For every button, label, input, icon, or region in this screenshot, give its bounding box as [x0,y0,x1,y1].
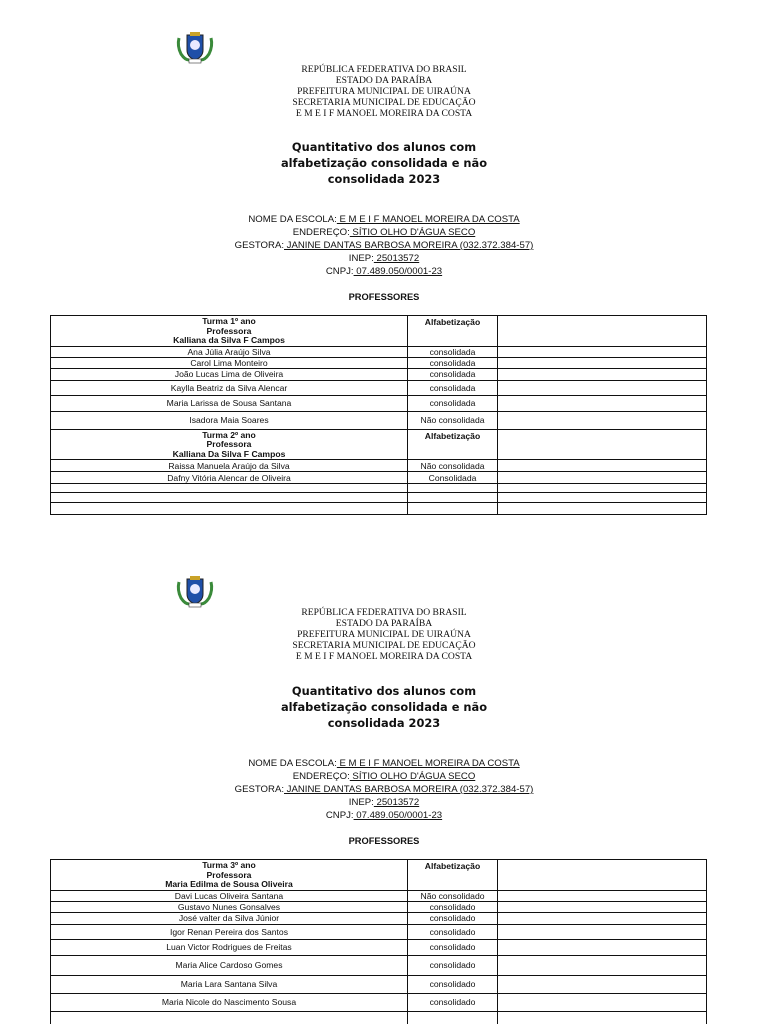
literacy-header: Alfabetização [408,429,498,460]
table-row [51,395,707,411]
address-line [0,770,768,783]
empty-cell [498,395,707,411]
table-row [51,503,707,515]
table-row [51,460,707,472]
literacy-status: consolidada [408,368,498,380]
table-row [51,357,707,368]
header-line: REPÚBLICA FEDERATIVA DO BRASIL [301,607,467,618]
title-line: consolidada 2023 [327,172,441,186]
cnpj-line [0,809,768,822]
teacher-label: Professora [206,439,252,449]
empty-cell [498,955,707,975]
empty-cell [498,316,707,347]
cnpj-label: CNPJ: [325,810,354,821]
teacher-name: Maria Edilma de Sousa Oliveira [165,879,293,889]
inep-value: 25013572 [373,797,420,808]
seal-emblem [175,30,215,64]
manager-value: JANINE DANTAS BARBOSA MOREIRA (032.372.384-57) [284,784,534,795]
address-label: ENDEREÇO: [292,771,350,782]
table-row [51,924,707,939]
empty-cell [498,939,707,955]
title-line: Quantitativo dos alunos com [291,140,477,154]
manager-label: GESTORA: [234,784,285,795]
table-row [51,411,707,429]
address-label: ENDEREÇO: [292,227,350,238]
inep-line [0,252,768,265]
school-value: E M E I F MANOEL MOREIRA DA COSTA [336,214,520,225]
inep-label: INEP: [348,253,374,264]
cnpj-line [0,265,768,278]
table-row [51,346,707,357]
inep-label: INEP: [348,797,374,808]
table-row [51,484,707,493]
student-name: Maria Alice Cardoso Gomes [51,955,408,975]
literacy-status: consolidada [408,380,498,395]
header-line: ESTADO DA PARAÍBA [335,75,433,86]
literacy-status: Não consolidada [408,460,498,472]
literacy-status: Não consolidada [408,411,498,429]
class-name: Turma 3º ano [202,860,256,870]
table-row [51,939,707,955]
header-line: E M E I F MANOEL MOREIRA DA COSTA [295,108,473,119]
literacy-header: Alfabetização [408,316,498,347]
professores-heading: PROFESSORES [348,836,420,846]
header-line: ESTADO DA PARAÍBA [335,618,433,629]
empty-cell [498,912,707,924]
empty-cell [498,924,707,939]
school-value: E M E I F MANOEL MOREIRA DA COSTA [336,758,520,769]
student-name: Dafny Vitória Alencar de Oliveira [51,472,408,484]
empty-cell [408,493,498,503]
document-title [0,683,768,731]
header-line: PREFEITURA MUNICIPAL DE UIRAÚNA [297,86,471,97]
table-row [51,493,707,503]
table-row [51,901,707,912]
school-label: NOME DA ESCOLA: [248,758,337,769]
student-name: Kaylla Beatriz da Silva Alencar [51,380,408,395]
empty-cell [498,472,707,484]
table-row [51,1011,707,1024]
students-table [50,315,707,515]
student-name: Gustavo Nunes Gonsalves [51,901,408,912]
student-name: Maria Lara Santana Silva [51,975,408,993]
school-name-line [0,213,768,226]
empty-cell [498,493,707,503]
empty-cell [498,484,707,493]
literacy-status: consolidado [408,939,498,955]
empty-cell [498,975,707,993]
header-line: SECRETARIA MUNICIPAL DE EDUCAÇÃO [292,640,476,651]
empty-cell [408,484,498,493]
manager-value: JANINE DANTAS BARBOSA MOREIRA (032.372.384-57) [284,240,534,251]
empty-cell [498,993,707,1011]
title-line: alfabetização consolidada e não [280,156,488,170]
class-name: Turma 1º ano [202,316,256,326]
cnpj-value: 07.489.050/0001-23 [353,810,443,821]
student-name: Carol Lima Monteiro [51,357,408,368]
cnpj-value: 07.489.050/0001-23 [353,266,443,277]
empty-cell [498,380,707,395]
empty-cell [498,346,707,357]
class-header-cell [51,316,408,347]
student-name: Maria Nicole do Nascimento Sousa [51,993,408,1011]
table-row [51,955,707,975]
header-block [0,64,768,119]
empty-cell [408,1011,498,1024]
empty-cell [498,860,707,891]
school-name-line [0,757,768,770]
teacher-name: Kalliana da Silva F Campos [173,335,285,345]
header-line: PREFEITURA MUNICIPAL DE UIRAÚNA [297,629,471,640]
literacy-status: consolidado [408,975,498,993]
title-line: consolidada 2023 [327,716,441,730]
table-row [51,975,707,993]
address-value: SÍTIO OLHO D'ÁGUA SECO [349,227,476,238]
header-line: E M E I F MANOEL MOREIRA DA COSTA [295,651,473,662]
manager-line [0,783,768,796]
inep-value: 25013572 [373,253,420,264]
empty-cell [498,890,707,901]
literacy-status: consolidado [408,924,498,939]
empty-cell [498,503,707,515]
student-name: Davi Lucas Oliveira Santana [51,890,408,901]
student-name: Igor Renan Pereira dos Santos [51,924,408,939]
inep-line [0,796,768,809]
student-name: Raissa Manuela Araújo da Silva [51,460,408,472]
empty-cell [498,429,707,460]
empty-cell [51,1011,408,1024]
table-row [51,890,707,901]
title-line: Quantitativo dos alunos com [291,684,477,698]
school-info [0,757,768,822]
class-header-row [51,429,707,460]
table-row [51,380,707,395]
cnpj-label: CNPJ: [325,266,354,277]
manager-line [0,239,768,252]
literacy-status: Consolidada [408,472,498,484]
student-name: Maria Larissa de Sousa Santana [51,395,408,411]
header-line: SECRETARIA MUNICIPAL DE EDUCAÇÃO [292,97,476,108]
empty-cell [51,484,408,493]
student-name: João Lucas Lima de Oliveira [51,368,408,380]
empty-cell [408,503,498,515]
header-block [0,607,768,662]
teacher-label: Professora [206,869,252,880]
table-row [51,912,707,924]
literacy-status: consolidado [408,993,498,1011]
literacy-status: consolidado [408,901,498,912]
literacy-status: consolidada [408,346,498,357]
header-line: REPÚBLICA FEDERATIVA DO BRASIL [301,64,467,75]
class-header-cell [51,860,408,891]
document-title [0,139,768,187]
literacy-status: Não consolidado [408,890,498,901]
empty-cell [51,493,408,503]
manager-label: GESTORA: [234,240,285,251]
student-name: Luan Victor Rodrigues de Freitas [51,939,408,955]
title-line: alfabetização consolidada e não [280,700,488,714]
literacy-header: Alfabetização [408,860,498,891]
school-label: NOME DA ESCOLA: [248,214,337,225]
school-info [0,213,768,278]
table-row [51,368,707,380]
professores-heading: PROFESSORES [348,292,420,302]
table-row [51,472,707,484]
class-name: Turma 2º ano [202,429,256,440]
teacher-label: Professora [206,325,252,336]
class-header-row [51,316,707,347]
literacy-status: consolidada [408,395,498,411]
address-value: SÍTIO OLHO D'ÁGUA SECO [349,771,476,782]
class-header-cell [51,429,408,460]
class-header-row [51,860,707,891]
empty-cell [498,357,707,368]
teacher-name: Kalliana Da Silva F Campos [172,448,286,459]
empty-cell [498,460,707,472]
empty-cell [498,1011,707,1024]
address-line [0,226,768,239]
student-name: José valter da Silva Júnior [51,912,408,924]
students-table [50,859,707,1024]
student-name: Isadora Maia Soares [51,411,408,429]
table-row [51,993,707,1011]
empty-cell [498,901,707,912]
empty-cell [498,411,707,429]
empty-cell [51,503,408,515]
literacy-status: consolidado [408,955,498,975]
literacy-status: consolidado [408,912,498,924]
seal-emblem [175,574,215,608]
student-name: Ana Júlia Araújo Silva [51,346,408,357]
empty-cell [498,368,707,380]
literacy-status: consolidada [408,357,498,368]
